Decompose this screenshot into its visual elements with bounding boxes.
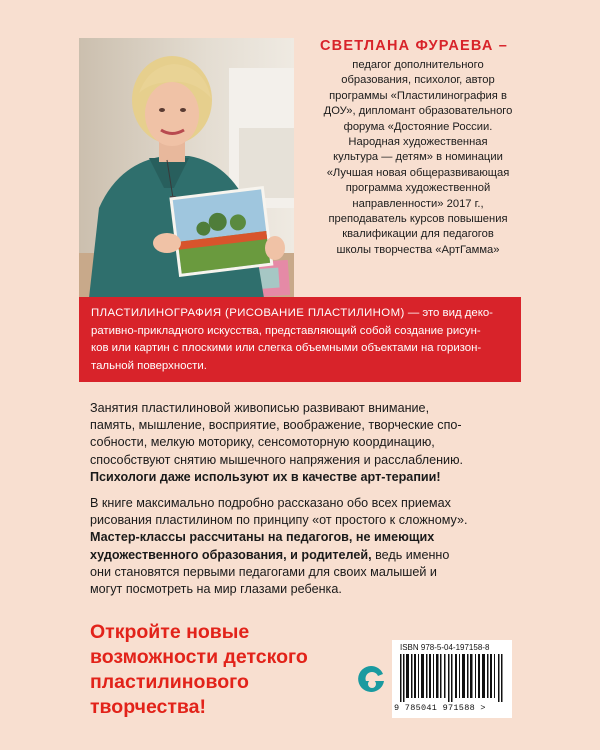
definition-line: ков или картин с плоскими или слегка объемными объектами на горизон- (91, 342, 482, 354)
bio-line: Народная художественная (348, 136, 488, 149)
call-to-action (90, 620, 340, 720)
bio-line: квалификации для педагогов (342, 228, 494, 241)
bio-line: «Лучшая новая общеразвивающая (326, 166, 510, 179)
text-line: могут посмотреть на мир глазами ребенка. (90, 582, 342, 597)
highlight-text: художественного образования, и родителей, (90, 547, 372, 562)
barcode-digits: 9 785041 971588 > (394, 703, 486, 713)
definition-term: ПЛАСТИЛИНОГРАФИЯ (РИСОВАНИЕ ПЛАСТИЛИНОМ) (91, 307, 405, 319)
author-name: СВЕТЛАНА ФУРАЕВА – (320, 38, 509, 54)
cta-line: Откройте новые (90, 621, 250, 643)
bio-line: педагог дополнительного (352, 59, 484, 71)
bio-line: форума «Достояние России. (343, 120, 493, 133)
cta-line: творчества! (90, 696, 206, 718)
description-paragraph-2 (90, 495, 520, 598)
description (90, 400, 520, 607)
text-line: память, мышление, восприятие, воображение, творческие спо- (90, 418, 462, 433)
bio-line: школы творчества «АртГамма» (336, 243, 500, 256)
bio-line: программа художественной (345, 182, 491, 195)
barcode-bars (400, 654, 504, 702)
cta-line: возможности детского (90, 646, 308, 668)
cta-line: пластилинового (90, 671, 249, 693)
bio-line: ДОУ», дипломант образовательного (323, 105, 513, 118)
publisher-logo-icon (354, 662, 388, 696)
text-line: В книге максимально подробно рассказано обо всех приемах (90, 496, 451, 511)
definition-line: ративно-прикладного искусства, представляющий собой создание рисун- (91, 324, 481, 337)
bio-line: образования, психолог, автор (341, 74, 495, 87)
isbn-barcode (392, 640, 512, 718)
author-photo (79, 38, 294, 298)
definition-band (79, 297, 521, 382)
description-paragraph-1 (90, 400, 520, 486)
highlight-text: Психологи даже используют их в качестве арт-терапии! (90, 469, 441, 484)
text-line: они становятся первыми педагогами для своих малышей и (90, 564, 437, 579)
text-line: собности, мелкую моторику, сенсомоторную координацию, (90, 435, 435, 450)
text-line: ведь именно (371, 547, 450, 562)
author-bio (310, 58, 526, 258)
definition-text (91, 305, 511, 375)
text-line: Занятия пластилиновой живописью развивают внимание, (90, 401, 430, 415)
isbn-label: ISBN 978-5-04-197158-8 (400, 643, 490, 652)
highlight-text: Мастер-классы рассчитаны на педагогов, не имеющих (90, 530, 435, 545)
bio-line: программы «Пластилинография в (329, 89, 507, 102)
text-line: способствуют снятию мышечного напряжения и расслаблению. (90, 452, 464, 467)
bio-line: преподаватель курсов повышения (328, 213, 508, 226)
definition-line: — это вид деко- (404, 307, 493, 319)
bio-line: культура — детям» в номинации (333, 151, 503, 164)
bio-line: направленности» 2017 г., (352, 197, 484, 210)
definition-line: тальной поверхности. (91, 359, 207, 372)
text-line: рисования пластилином по принципу «от простого к сложному». (90, 513, 468, 528)
